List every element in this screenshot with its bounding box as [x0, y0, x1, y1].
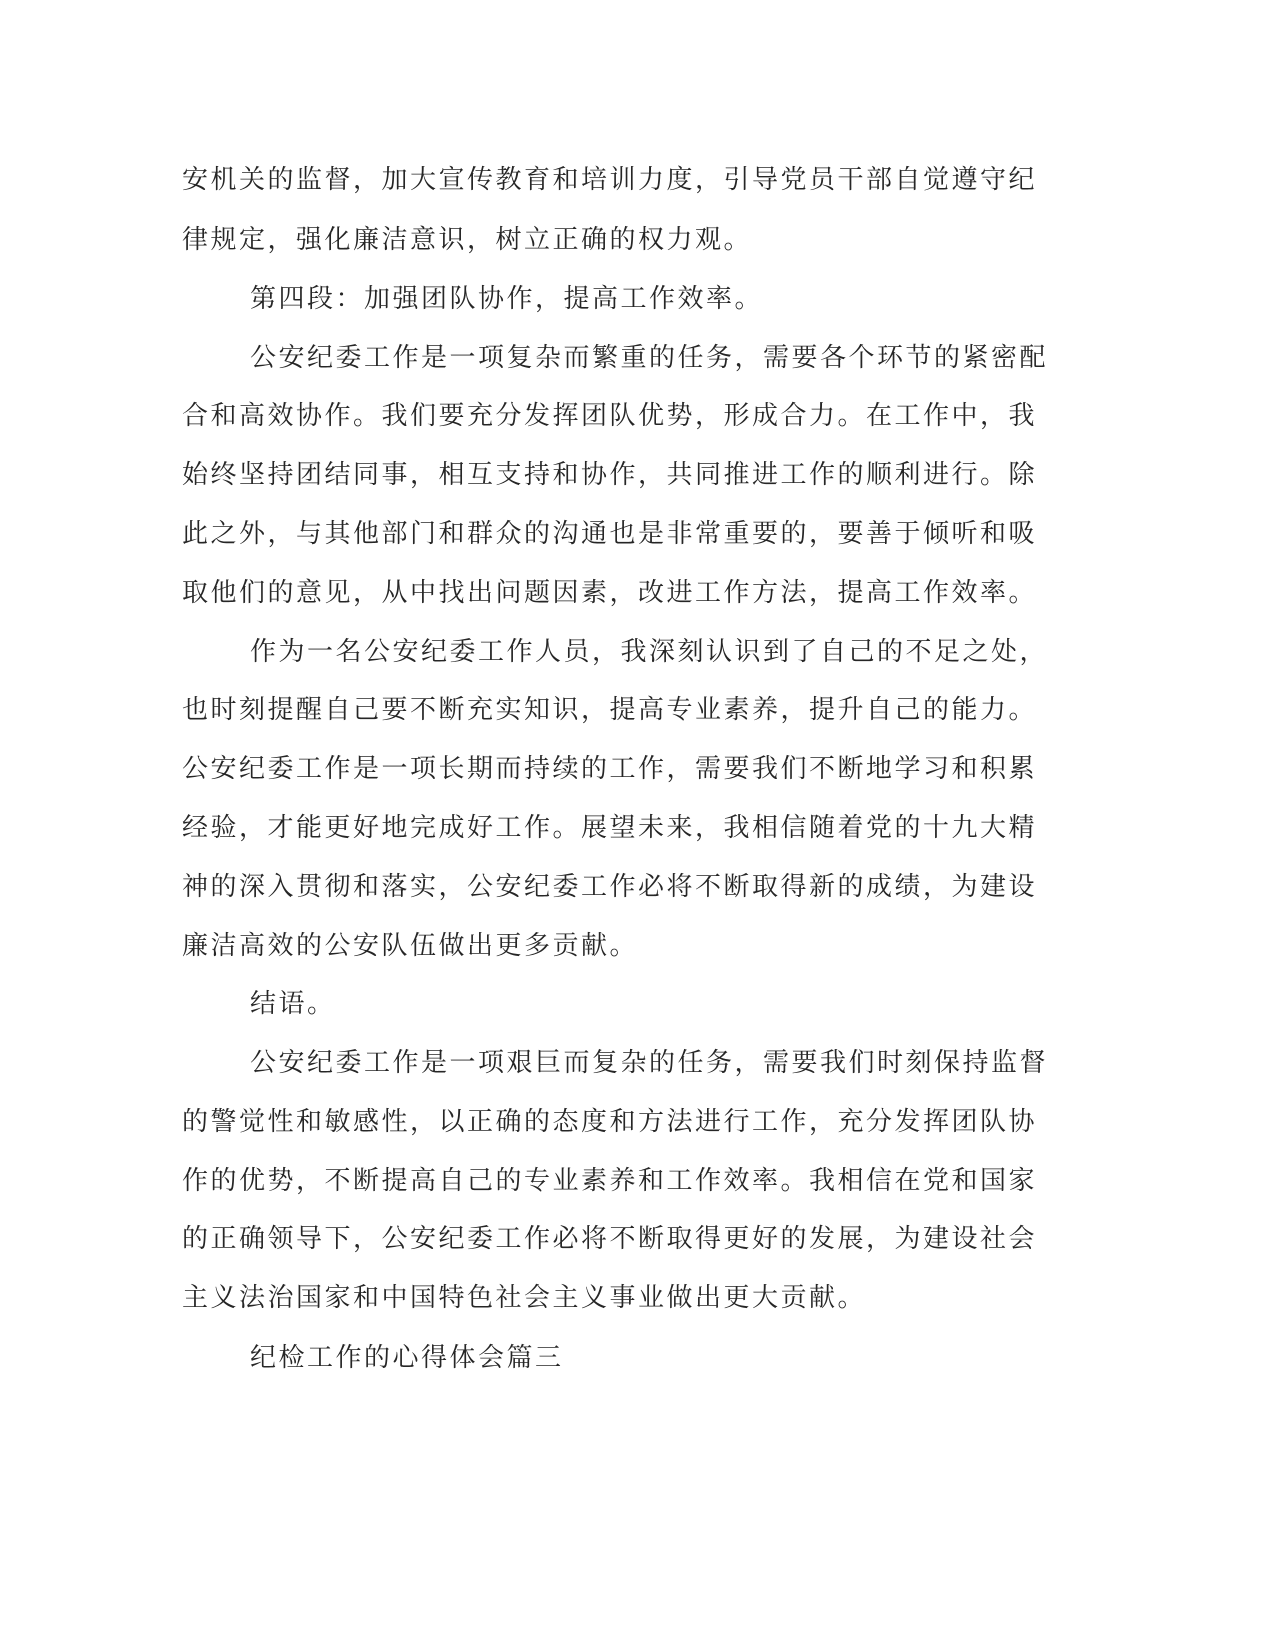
section-heading: 结语。 — [250, 989, 336, 1019]
text-line: 公安纪委工作是一项复杂而繁重的任务，需要各个环节的紧密配 — [250, 343, 1049, 373]
text-line: 律规定，强化廉洁意识，树立正确的权力观。 — [182, 225, 753, 255]
text-line: 的正确领导下，公安纪委工作必将不断取得更好的发展，为建设社会 — [182, 1224, 1038, 1254]
text-line: 的警觉性和敏感性，以正确的态度和方法进行工作，充分发挥团队协 — [182, 1107, 1038, 1137]
text-line: 主义法治国家和中国特色社会主义事业做出更大贡献。 — [182, 1283, 867, 1313]
text-line: 廉洁高效的公安队伍做出更多贡献。 — [182, 931, 639, 961]
text-line: 作的优势，不断提高自己的专业素养和工作效率。我相信在党和国家 — [182, 1166, 1038, 1196]
text-line: 作为一名公安纪委工作人员，我深刻认识到了自己的不足之处， — [250, 637, 1049, 667]
text-line: 此之外，与其他部门和群众的沟通也是非常重要的，要善于倾听和吸 — [182, 519, 1038, 549]
text-line: 安机关的监督，加大宣传教育和培训力度，引导党员干部自觉遵守纪 — [182, 165, 1038, 195]
text-line: 公安纪委工作是一项长期而持续的工作，需要我们不断地学习和积累 — [182, 754, 1038, 784]
section-heading: 第四段：加强团队协作，提高工作效率。 — [250, 284, 764, 314]
text-line: 神的深入贯彻和落实，公安纪委工作必将不断取得新的成绩，为建设 — [182, 872, 1038, 902]
text-line: 始终坚持团结同事，相互支持和协作，共同推进工作的顺利进行。除 — [182, 460, 1038, 490]
text-line: 合和高效协作。我们要充分发挥团队优势，形成合力。在工作中，我 — [182, 401, 1038, 431]
text-line: 公安纪委工作是一项艰巨而复杂的任务，需要我们时刻保持监督 — [250, 1048, 1049, 1078]
text-line: 经验，才能更好地完成好工作。展望未来，我相信随着党的十九大精 — [182, 813, 1038, 843]
text-line: 取他们的意见，从中找出问题因素，改进工作方法，提高工作效率。 — [182, 578, 1038, 608]
text-line: 也时刻提醒自己要不断充实知识，提高专业素养，提升自己的能力。 — [182, 695, 1038, 725]
section-heading: 纪检工作的心得体会篇三 — [250, 1343, 564, 1373]
